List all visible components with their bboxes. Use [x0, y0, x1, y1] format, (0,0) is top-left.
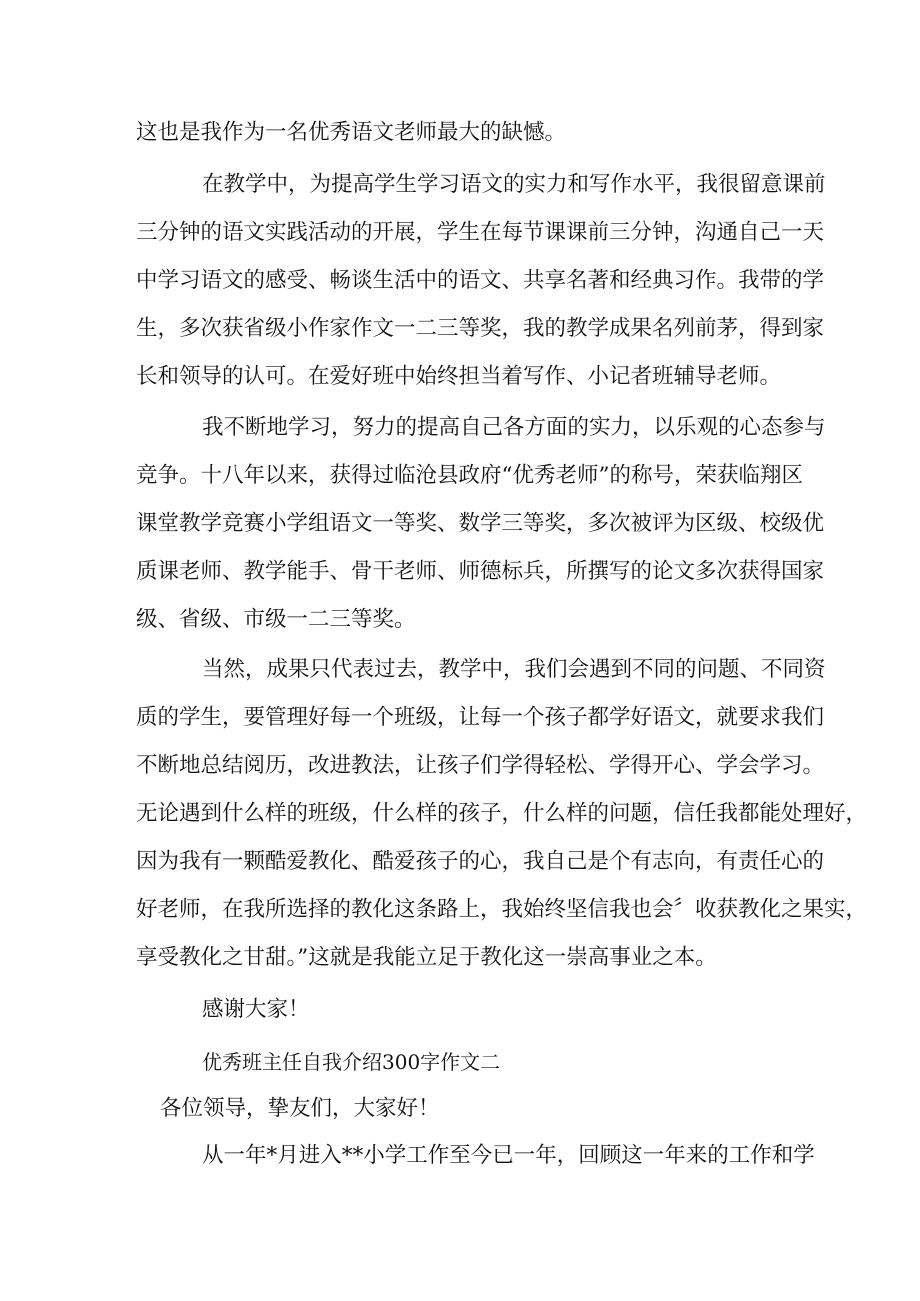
paragraph-line: 因为我有一颗酷爱教化、酷爱孩子的心，我自己是个有志向，有责任心的 [136, 849, 825, 874]
paragraph-line: 从一年*月进入**小学工作至今已一年，回顾这一年来的工作和学 [202, 1143, 815, 1168]
paragraph-line: 好老师，在我所选择的教化这条路上，我始终坚信我也会〞收获教化之果实， [136, 897, 868, 922]
paragraph-line: 中学习语文的感受、畅谈生活中的语文、共享名著和经典习作。我带的学 [136, 268, 825, 293]
paragraph-line: 质的学生，要管理好每一个班级，让每一个孩子都学好语文，就要求我们 [136, 705, 825, 730]
paragraph-line: 级、省级、市级一二三等奖。 [136, 607, 416, 632]
paragraph-line: 这也是我作为一名优秀语文老师最大的缺憾。 [136, 120, 567, 145]
paragraph-line: 三分钟的语文实践活动的开展，学生在每节课课前三分钟，沟通自己一天 [136, 220, 825, 245]
paragraph-line: 无论遇到什么样的班级，什么样的孩子，什么样的问题，信任我都能处理好， [136, 801, 868, 826]
paragraph-line: 享受教化之甘甜。”这就是我能立足于教化这一崇高事业之本。 [136, 945, 717, 970]
paragraph-line: 长和领导的认可。在爱好班中始终担当着写作、小记者班辅导老师。 [136, 364, 782, 389]
thanks-line: 感谢大家！ [202, 997, 310, 1022]
paragraph-line: 不断地总结阅历，改进教法，让孩子们学得轻松、学得开心、学会学习。 [136, 753, 825, 778]
section-subtitle: 优秀班主任自我介绍300字作文二 [202, 1050, 501, 1074]
paragraph-line: 课堂教学竞赛小学组语文一等奖、数学三等奖，多次被评为区级、校级优 [136, 511, 825, 536]
paragraph-line: 竞争。十八年以来，获得过临沧县政府“优秀老师”的称号，荣获临翔区 [136, 463, 803, 488]
paragraph-line: 生，多次获省级小作家作文一二三等奖，我的教学成果名列前茅，得到家 [136, 316, 825, 341]
paragraph-line: 当然，成果只代表过去，教学中，我们会遇到不同的问题、不同资 [202, 657, 826, 682]
paragraph-line: 我不断地学习，努力的提高自己各方面的实力，以乐观的心态参与 [202, 415, 826, 440]
paragraph-line: 在教学中，为提高学生学习语文的实力和写作水平，我很留意课前 [202, 172, 826, 197]
paragraph-line: 质课老师、教学能手、骨干老师、师德标兵，所撰写的论文多次获得国家 [136, 559, 825, 584]
greeting-line: 各位领导，挚友们，大家好！ [160, 1096, 440, 1121]
